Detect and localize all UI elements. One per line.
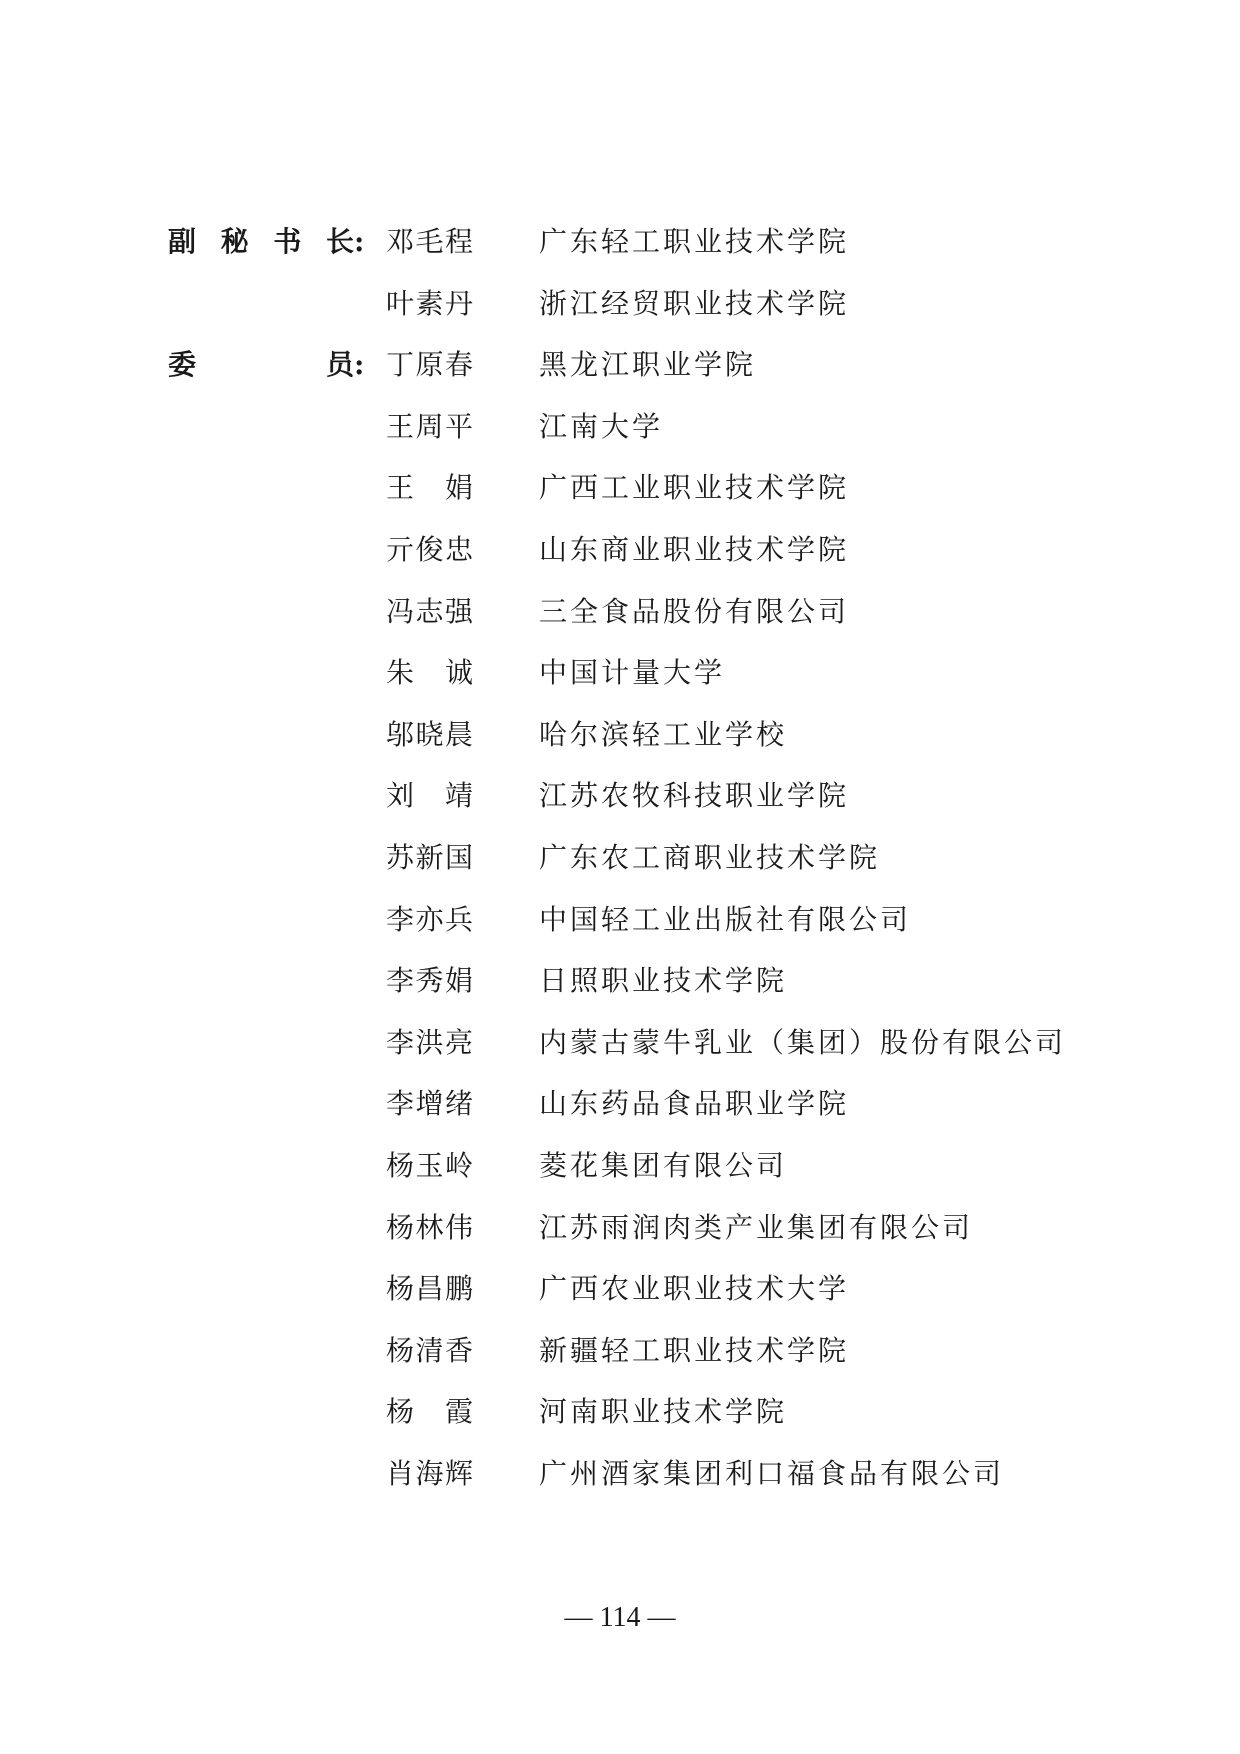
- roster-row: [0, 715, 1240, 777]
- roster-row: [0, 1023, 1240, 1085]
- member-name: 王周平: [386, 409, 474, 443]
- member-name: 杨霞: [386, 1395, 474, 1429]
- member-name: 杨清香: [386, 1333, 474, 1367]
- roster-row: [0, 653, 1240, 715]
- role-colon: :: [354, 225, 365, 258]
- roster-row: [0, 407, 1240, 469]
- member-organization: 浙江经贸职业技术学院: [539, 286, 850, 320]
- roster-row: [0, 530, 1240, 592]
- member-organization: 广西农业职业技术大学: [539, 1272, 850, 1306]
- member-name: 王娟: [386, 471, 474, 505]
- member-name: 丁原春: [386, 348, 474, 382]
- roster-row: [0, 1392, 1240, 1454]
- roster-row: [0, 776, 1240, 838]
- roster-row: [0, 592, 1240, 654]
- member-name: 邬晓晨: [386, 717, 474, 751]
- member-organization: 内蒙古蒙牛乳业（集团）股份有限公司: [539, 1025, 1067, 1059]
- role-label: [168, 345, 366, 385]
- roster-row: [0, 222, 1240, 284]
- member-name: 叶素丹: [386, 286, 474, 320]
- roster-row: [0, 838, 1240, 900]
- member-roster: [0, 222, 1240, 1515]
- member-name: 亓俊忠: [386, 532, 474, 566]
- roster-row: [0, 284, 1240, 346]
- page-number: — 114 —: [564, 1602, 676, 1633]
- roster-row: [0, 961, 1240, 1023]
- member-name: 李增绪: [386, 1087, 474, 1121]
- role-title: 委员: [168, 348, 354, 382]
- member-organization: 菱花集团有限公司: [539, 1148, 788, 1182]
- roster-row: [0, 468, 1240, 530]
- member-name: 苏新国: [386, 840, 474, 874]
- member-organization: 河南职业技术学院: [539, 1395, 788, 1429]
- roster-row: [0, 1146, 1240, 1208]
- member-organization: 广州酒家集团利口福食品有限公司: [539, 1456, 1005, 1490]
- member-organization: 广西工业职业技术学院: [539, 471, 850, 505]
- member-organization: 江苏农牧科技职业学院: [539, 779, 850, 813]
- member-organization: 哈尔滨轻工业学校: [539, 717, 788, 751]
- member-name: 刘靖: [386, 779, 474, 813]
- member-organization: 江苏雨润肉类产业集团有限公司: [539, 1210, 974, 1244]
- roster-row: [0, 345, 1240, 407]
- member-name: 肖海辉: [386, 1456, 474, 1490]
- member-organization: 江南大学: [539, 409, 664, 443]
- member-name: 冯志强: [386, 594, 474, 628]
- roster-row: [0, 1208, 1240, 1270]
- member-name: 杨林伟: [386, 1210, 474, 1244]
- member-organization: 中国计量大学: [539, 656, 726, 690]
- member-organization: 日照职业技术学院: [539, 964, 788, 998]
- member-name: 李洪亮: [386, 1025, 474, 1059]
- member-organization: 山东药品食品职业学院: [539, 1087, 850, 1121]
- member-organization: 山东商业职业技术学院: [539, 532, 850, 566]
- role-colon: :: [354, 348, 365, 382]
- member-name: 杨昌鹏: [386, 1272, 474, 1306]
- member-organization: 三全食品股份有限公司: [539, 594, 850, 628]
- roster-row: [0, 1331, 1240, 1393]
- member-name: 李秀娟: [386, 964, 474, 998]
- roster-row: [0, 900, 1240, 962]
- member-organization: 黑龙江职业学院: [539, 348, 757, 382]
- member-name: 朱诚: [386, 656, 474, 690]
- roster-row: [0, 1269, 1240, 1331]
- roster-row: [0, 1454, 1240, 1516]
- member-name: 邓毛程: [386, 225, 474, 258]
- member-organization: 广东农工商职业技术学院: [539, 840, 881, 874]
- member-name: 李亦兵: [386, 902, 474, 936]
- role-title: 副秘书长: [168, 225, 354, 258]
- role-label: [168, 222, 366, 262]
- member-name: 杨玉岭: [386, 1148, 474, 1182]
- member-organization: 广东轻工职业技术学院: [539, 225, 850, 258]
- member-organization: 中国轻工业出版社有限公司: [539, 902, 912, 936]
- member-organization: 新疆轻工职业技术学院: [539, 1333, 850, 1367]
- roster-row: [0, 1084, 1240, 1146]
